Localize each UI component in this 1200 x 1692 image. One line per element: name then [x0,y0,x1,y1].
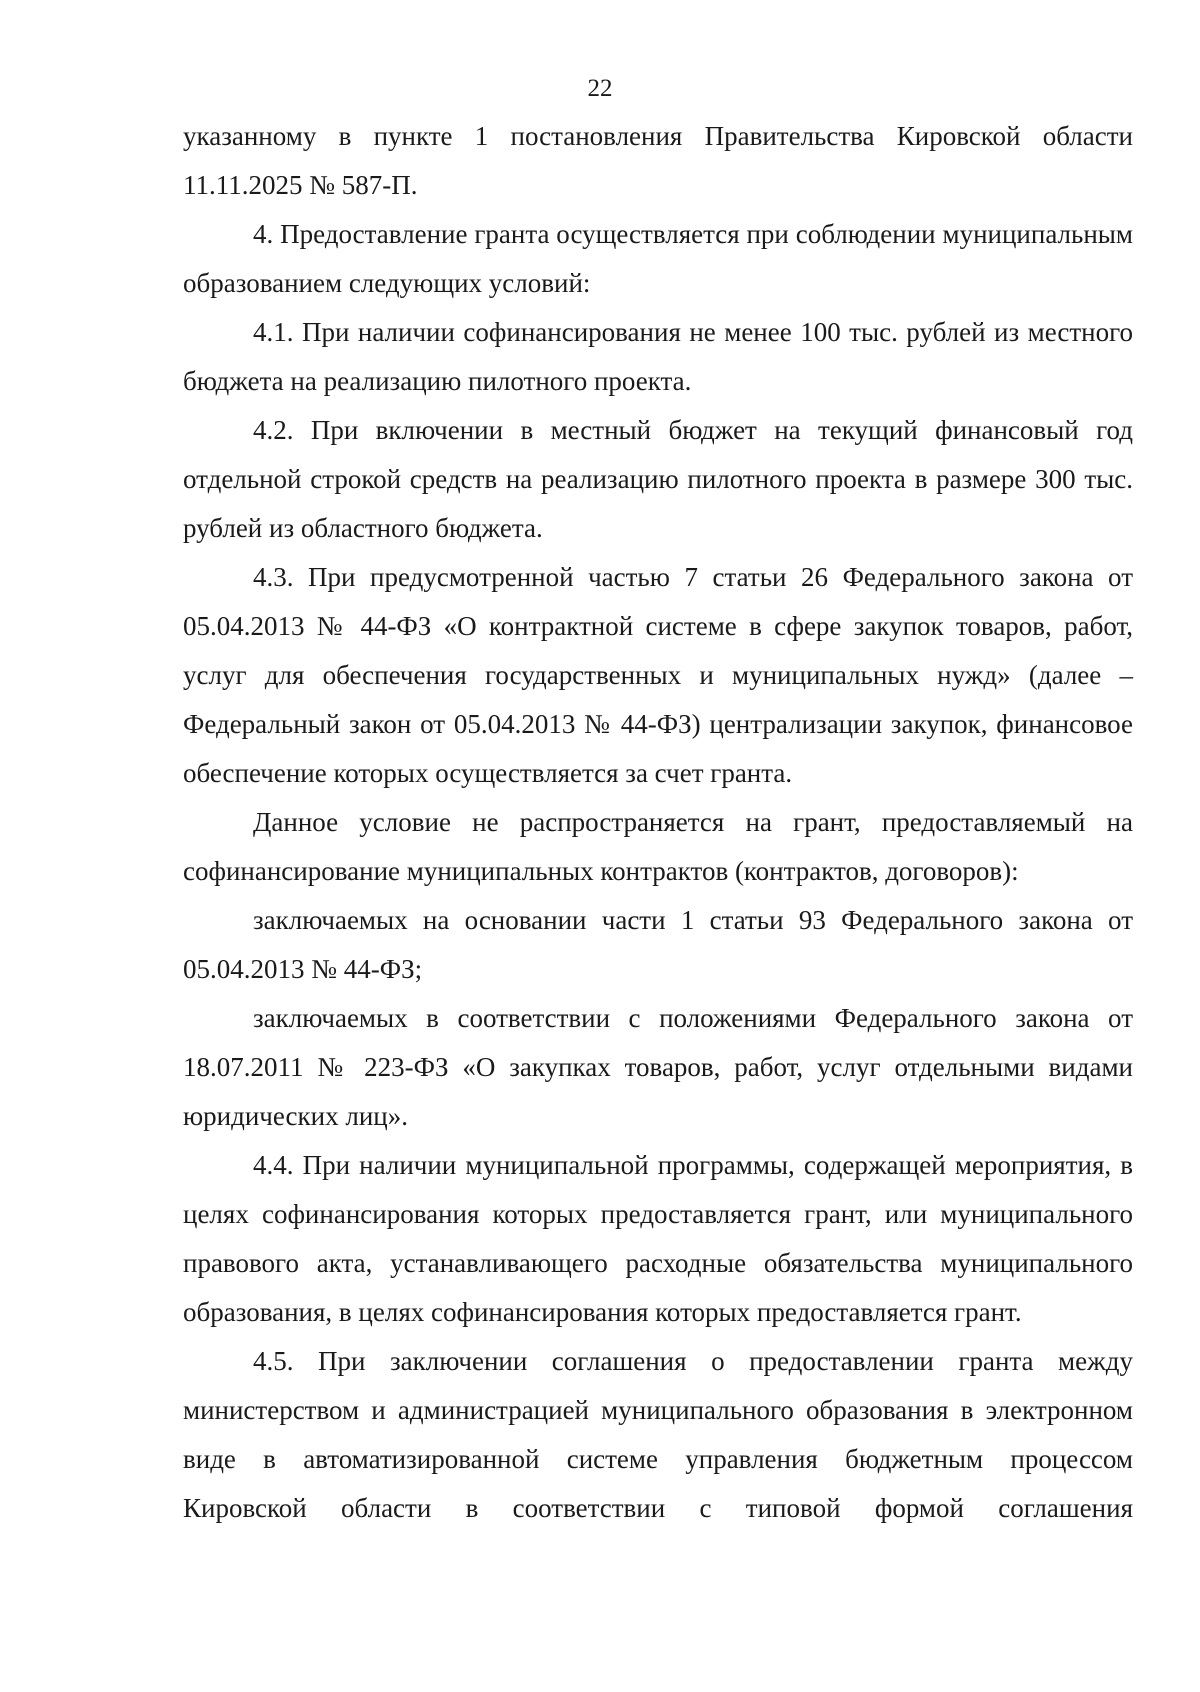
paragraph-continuation: указанному в пункте 1 постановления Правительства Кировской области 11.11.2025 № 587-П. [183,121,1133,200]
paragraph-item-4-5: 4.5. При заключении соглашения о предоставлении гранта между министерством и администрацией муниципального образования в электронном виде в автоматизированной системе управления бюджетным процессом Кировской области в соответствии с типовой формой соглашения [183,1346,1133,1523]
paragraph-item-4-2: 4.2. При включении в местный бюджет на текущий финансовый год отдельной строкой средств на реализацию пилотного проекта в размере 300 тыс. рублей из областного бюджета. [183,415,1133,543]
paragraph-item-4-4: 4.4. При наличии муниципальной программы, содержащей мероприятия, в целях софинансирования которых предоставляется грант, или муниципального правового акта, устанавливающего расходные обязательства муниципального образования, в целях софинансирования которых предоставляется грант. [183,1150,1133,1327]
paragraph-item-4: 4. Предоставление гранта осуществляется при соблюдении муниципальным образованием следующих условий: [183,219,1133,298]
page-number: 22 [587,75,613,102]
paragraph-exception-2: заключаемых в соответствии с положениями Федерального закона от 18.07.2011 № 223-ФЗ «О закупках товаров, работ, услуг отдельными видами юридических лиц». [183,1003,1133,1131]
paragraph-exception-intro: Данное условие не распространяется на грант, предоставляемый на софинансирование муниципальных контрактов (контрактов, договоров): [183,807,1133,886]
document-body [183,112,1133,1533]
paragraph-exception-1: заключаемых на основании части 1 статьи 93 Федерального закона от 05.04.2013 № 44-ФЗ; [183,905,1133,984]
paragraph-item-4-3: 4.3. При предусмотренной частью 7 статьи 26 Федерального закона от 05.04.2013 № 44-ФЗ «О контрактной системе в сфере закупок товаров, работ, услуг для обеспечения государственных и муниципальных нужд» (далее – Федеральный закон от 05.04.2013 № 44-ФЗ) централизации закупок, финансовое обеспечение которых осуществляется за счет гранта. [183,562,1133,788]
paragraph-item-4-1: 4.1. При наличии софинансирования не менее 100 тыс. рублей из местного бюджета на реализацию пилотного проекта. [183,317,1133,396]
